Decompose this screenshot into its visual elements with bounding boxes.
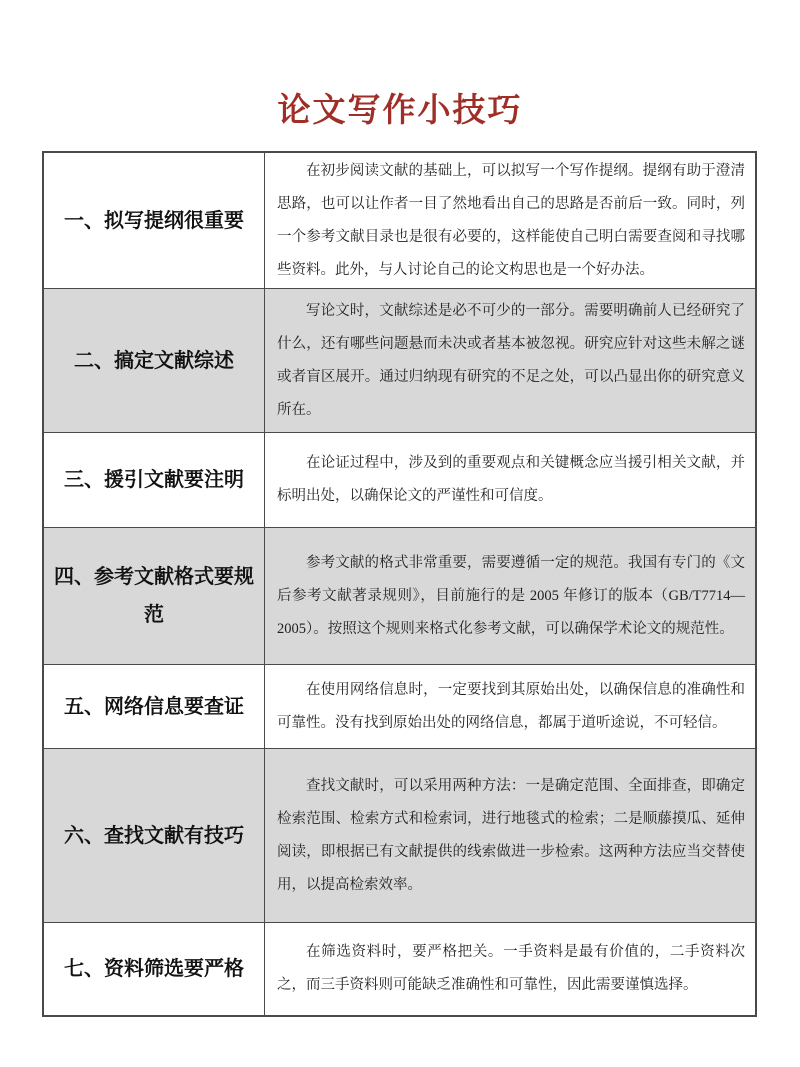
row-heading: 五、网络信息要查证 [44, 665, 265, 748]
row-content-cell [265, 433, 755, 527]
row-heading: 二、搞定文献综述 [44, 289, 265, 432]
row-heading: 四、参考文献格式要规范 [44, 528, 265, 664]
row-content-cell [265, 153, 755, 288]
table-row [44, 749, 755, 923]
table-row [44, 528, 755, 665]
row-content-text: 在初步阅读文献的基础上，可以拟写一个写作提纲。提纲有助于澄清思路，也可以让作者一目了然地看出自己的思路是否前后一致。同时，列一个参考文献目录也是很有必要的，这样能使自己明白需要查阅和寻找哪些资料。此外，与人讨论自己的论文构思也是一个好办法。 [277, 162, 745, 278]
table-row [44, 153, 755, 289]
row-content-cell [265, 528, 755, 664]
row-content-text: 在筛选资料时，要严格把关。一手资料是最有价值的，二手资料次之，而三手资料则可能缺乏准确性和可靠性，因此需要谨慎选择。 [277, 944, 745, 993]
row-content-text: 在论证过程中，涉及到的重要观点和关键概念应当援引相关文献，并标明出处，以确保论文的严谨性和可信度。 [277, 455, 745, 504]
row-content-cell [265, 289, 755, 432]
row-heading: 一、拟写提纲很重要 [44, 153, 265, 288]
row-content-text: 在使用网络信息时，一定要找到其原始出处，以确保信息的准确性和可靠性。没有找到原始出处的网络信息，都属于道听途说，不可轻信。 [277, 681, 745, 731]
row-content-cell [265, 665, 755, 748]
row-heading: 七、资料筛选要严格 [44, 923, 265, 1015]
table-row [44, 665, 755, 749]
page-title: 论文写作小技巧 [277, 93, 523, 129]
table-row [44, 923, 755, 1015]
row-content-cell [265, 749, 755, 922]
row-content-text: 写论文时，文献综述是必不可少的一部分。需要明确前人已经研究了什么，还有哪些问题悬而未决或者基本被忽视。研究应针对这些未解之谜或者盲区展开。通过归纳现有研究的不足之处，可以凸显出你的研究意义所在。 [277, 302, 745, 418]
table-row [44, 289, 755, 433]
tips-table [42, 151, 757, 1017]
table-row [44, 433, 755, 528]
row-content-cell [265, 923, 755, 1015]
row-heading: 三、援引文献要注明 [44, 433, 265, 527]
row-content-text: 查找文献时，可以采用两种方法：一是确定范围、全面排查，即确定检索范围、检索方式和检索词，进行地毯式的检索；二是顺藤摸瓜、延伸阅读，即根据已有文献提供的线索做进一步检索。这两种方法应当交替使用，以提高检索效率。 [277, 777, 745, 893]
row-content-text: 参考文献的格式非常重要，需要遵循一定的规范。我国有专门的《文后参考文献著录规则》，目前施行的是 2005 年修订的版本（GB/T7714—2005）。按照这个规则来格式化参考文献，可以确保学术论文的规范性。 [277, 554, 745, 637]
row-heading: 六、查找文献有技巧 [44, 749, 265, 922]
